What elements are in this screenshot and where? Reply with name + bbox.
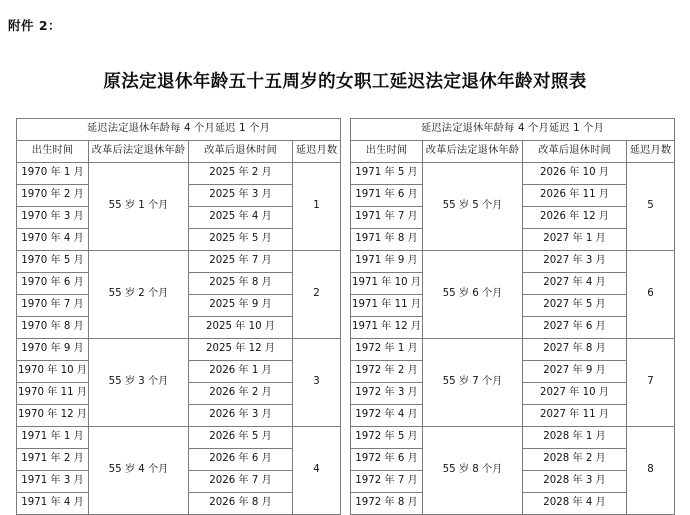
column-gap xyxy=(341,251,351,273)
cell-retire-right: 2026 年 11 月 xyxy=(523,185,627,207)
cell-birth-left: 1970 年 2 月 xyxy=(17,185,89,207)
cell-delay-left: 4 xyxy=(293,427,341,515)
cell-retire-right: 2028 年 4 月 xyxy=(523,493,627,515)
cell-birth-left: 1970 年 7 月 xyxy=(17,295,89,317)
cell-retire-left: 2026 年 6 月 xyxy=(189,449,293,471)
cell-birth-left: 1970 年 12 月 xyxy=(17,405,89,427)
cell-birth-right: 1971 年 8 月 xyxy=(351,229,423,251)
cell-retire-right: 2027 年 1 月 xyxy=(523,229,627,251)
cell-retire-right: 2026 年 12 月 xyxy=(523,207,627,229)
page-title: 原法定退休年龄五十五周岁的女职工延迟法定退休年龄对照表 xyxy=(103,72,587,92)
column-gap xyxy=(341,449,351,471)
cell-birth-left: 1970 年 11 月 xyxy=(17,383,89,405)
cell-age-left: 55 岁 2 个月 xyxy=(89,251,189,339)
cell-retire-right: 2027 年 6 月 xyxy=(523,317,627,339)
cell-birth-right: 1972 年 8 月 xyxy=(351,493,423,515)
column-gap xyxy=(341,317,351,339)
cell-birth-left: 1971 年 4 月 xyxy=(17,493,89,515)
retirement-age-comparison-table xyxy=(16,118,675,515)
cell-birth-right: 1971 年 11 月 xyxy=(351,295,423,317)
cell-retire-left: 2026 年 7 月 xyxy=(189,471,293,493)
column-gap xyxy=(341,405,351,427)
cell-retire-right: 2027 年 11 月 xyxy=(523,405,627,427)
cell-birth-left: 1970 年 1 月 xyxy=(17,163,89,185)
column-gap xyxy=(341,493,351,515)
column-gap xyxy=(341,339,351,361)
column-gap xyxy=(341,295,351,317)
cell-birth-right: 1971 年 6 月 xyxy=(351,185,423,207)
cell-birth-right: 1972 年 3 月 xyxy=(351,383,423,405)
column-gap xyxy=(341,229,351,251)
cell-birth-right: 1972 年 4 月 xyxy=(351,405,423,427)
column-gap xyxy=(341,119,351,141)
cell-retire-left: 2025 年 7 月 xyxy=(189,251,293,273)
cell-delay-left: 1 xyxy=(293,163,341,251)
cell-retire-right: 2026 年 10 月 xyxy=(523,163,627,185)
column-gap xyxy=(341,361,351,383)
cell-retire-right: 2027 年 3 月 xyxy=(523,251,627,273)
cell-retire-right: 2027 年 4 月 xyxy=(523,273,627,295)
cell-retire-left: 2025 年 3 月 xyxy=(189,185,293,207)
column-gap xyxy=(341,427,351,449)
cell-birth-right: 1971 年 5 月 xyxy=(351,163,423,185)
cell-retire-left: 2025 年 12 月 xyxy=(189,339,293,361)
cell-birth-right: 1972 年 2 月 xyxy=(351,361,423,383)
cell-delay-right: 6 xyxy=(627,251,675,339)
cell-birth-right: 1971 年 9 月 xyxy=(351,251,423,273)
cell-retire-left: 2025 年 8 月 xyxy=(189,273,293,295)
cell-age-right: 55 岁 8 个月 xyxy=(423,427,523,515)
cell-birth-right: 1971 年 10 月 xyxy=(351,273,423,295)
col-header-retire-left: 改革后退休时间 xyxy=(189,141,293,163)
column-gap xyxy=(341,383,351,405)
cell-retire-left: 2025 年 2 月 xyxy=(189,163,293,185)
column-gap xyxy=(341,273,351,295)
cell-age-right: 55 岁 6 个月 xyxy=(423,251,523,339)
cell-delay-left: 2 xyxy=(293,251,341,339)
cell-delay-right: 8 xyxy=(627,427,675,515)
cell-birth-left: 1970 年 8 月 xyxy=(17,317,89,339)
column-gap xyxy=(341,207,351,229)
cell-age-left: 55 岁 4 个月 xyxy=(89,427,189,515)
column-gap xyxy=(341,471,351,493)
cell-retire-right: 2028 年 3 月 xyxy=(523,471,627,493)
column-gap xyxy=(341,163,351,185)
cell-retire-left: 2025 年 5 月 xyxy=(189,229,293,251)
cell-birth-left: 1970 年 3 月 xyxy=(17,207,89,229)
group-header-right: 延迟法定退休年龄每 4 个月延迟 1 个月 xyxy=(351,119,675,141)
cell-delay-right: 5 xyxy=(627,163,675,251)
cell-birth-left: 1970 年 9 月 xyxy=(17,339,89,361)
cell-retire-right: 2028 年 1 月 xyxy=(523,427,627,449)
cell-birth-left: 1970 年 4 月 xyxy=(17,229,89,251)
cell-retire-left: 2025 年 4 月 xyxy=(189,207,293,229)
cell-retire-left: 2025 年 9 月 xyxy=(189,295,293,317)
cell-retire-right: 2027 年 10 月 xyxy=(523,383,627,405)
cell-birth-right: 1971 年 7 月 xyxy=(351,207,423,229)
col-header-delay-left: 延迟月数 xyxy=(293,141,341,163)
cell-age-right: 55 岁 5 个月 xyxy=(423,163,523,251)
col-header-age-right: 改革后法定退休年龄 xyxy=(423,141,523,163)
cell-birth-left: 1971 年 2 月 xyxy=(17,449,89,471)
cell-birth-left: 1971 年 3 月 xyxy=(17,471,89,493)
cell-delay-left: 3 xyxy=(293,339,341,427)
cell-birth-left: 1970 年 6 月 xyxy=(17,273,89,295)
cell-retire-right: 2027 年 5 月 xyxy=(523,295,627,317)
table-row xyxy=(17,339,675,361)
cell-birth-left: 1970 年 5 月 xyxy=(17,251,89,273)
col-header-birth-left: 出生时间 xyxy=(17,141,89,163)
cell-birth-right: 1971 年 12 月 xyxy=(351,317,423,339)
cell-birth-right: 1972 年 6 月 xyxy=(351,449,423,471)
cell-retire-left: 2026 年 2 月 xyxy=(189,383,293,405)
cell-retire-right: 2027 年 9 月 xyxy=(523,361,627,383)
cell-retire-left: 2026 年 8 月 xyxy=(189,493,293,515)
col-header-age-left: 改革后法定退休年龄 xyxy=(89,141,189,163)
table-group-header-row xyxy=(17,119,675,141)
cell-birth-left: 1970 年 10 月 xyxy=(17,361,89,383)
col-header-birth-right: 出生时间 xyxy=(351,141,423,163)
table-column-header-row xyxy=(17,141,675,163)
col-header-retire-right: 改革后退休时间 xyxy=(523,141,627,163)
cell-age-left: 55 岁 3 个月 xyxy=(89,339,189,427)
column-gap xyxy=(341,141,351,163)
cell-birth-left: 1971 年 1 月 xyxy=(17,427,89,449)
cell-birth-right: 1972 年 1 月 xyxy=(351,339,423,361)
cell-delay-right: 7 xyxy=(627,339,675,427)
cell-age-left: 55 岁 1 个月 xyxy=(89,163,189,251)
table-row xyxy=(17,163,675,185)
group-header-left: 延迟法定退休年龄每 4 个月延迟 1 个月 xyxy=(17,119,341,141)
cell-retire-left: 2026 年 1 月 xyxy=(189,361,293,383)
cell-retire-right: 2027 年 8 月 xyxy=(523,339,627,361)
cell-age-right: 55 岁 7 个月 xyxy=(423,339,523,427)
table-row xyxy=(17,427,675,449)
table-row xyxy=(17,251,675,273)
cell-birth-right: 1972 年 5 月 xyxy=(351,427,423,449)
cell-birth-right: 1972 年 7 月 xyxy=(351,471,423,493)
comparison-table-wrapper xyxy=(16,118,674,515)
cell-retire-left: 2025 年 10 月 xyxy=(189,317,293,339)
col-header-delay-right: 延迟月数 xyxy=(627,141,675,163)
cell-retire-right: 2028 年 2 月 xyxy=(523,449,627,471)
cell-retire-left: 2026 年 3 月 xyxy=(189,405,293,427)
attachment-label: 附件 2： xyxy=(8,18,62,33)
cell-retire-left: 2026 年 5 月 xyxy=(189,427,293,449)
column-gap xyxy=(341,185,351,207)
